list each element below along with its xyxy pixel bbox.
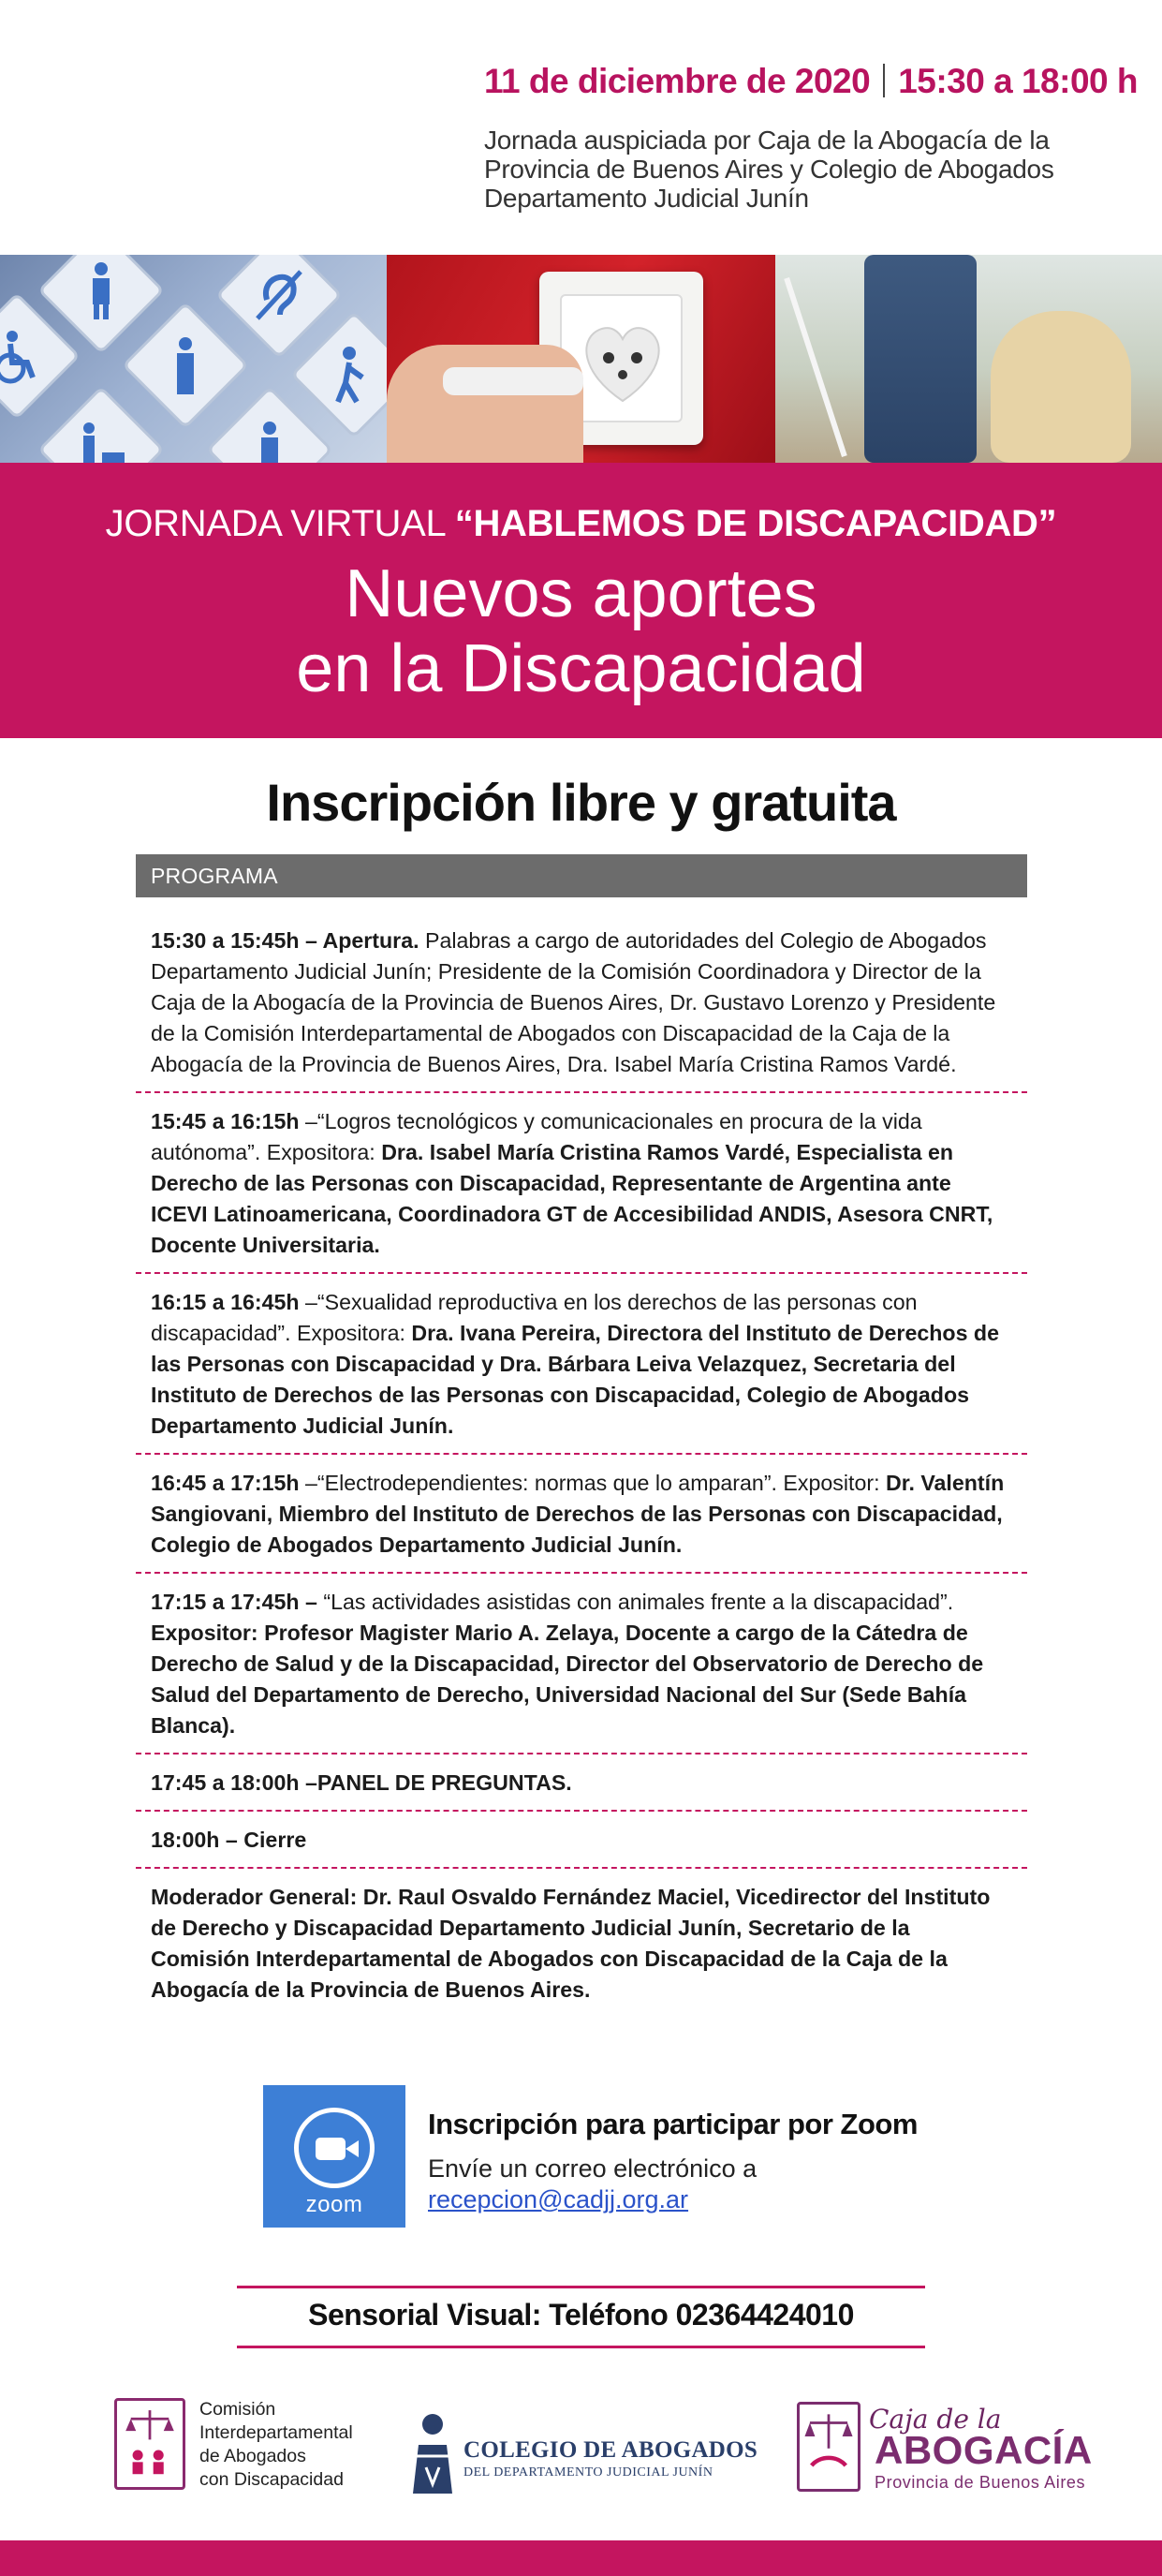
zoom-logo [263,2085,405,2228]
caja-logo-subtitle: Provincia de Buenos Aires [875,2473,1086,2492]
program-item [136,1754,1027,1812]
program-item [136,1093,1027,1274]
event-date: 11 de diciembre de 2020 [484,62,871,100]
standing-person-icon [122,302,249,429]
item-lead: 15:30 a 15:45h – Apertura. [151,928,419,953]
footer-bar [0,2540,1162,2576]
item-text: –“Electrodependientes: normas que lo amparan”. Expositor: [299,1471,886,1495]
plug-cable [443,367,583,395]
video-camera-icon [294,2108,375,2188]
item-text: “Las actividades asistidas con animales frente a la discapacidad”. [316,1590,954,1614]
program-item [136,1812,1027,1869]
item-lead: Moderador General: Dr. Raul Osvaldo Fernández Maciel, Vicedirector del Instituto de Derecho y Discapacidad Departamento Judicial Junín, Secretario de la Comisión Interdepartamental de Abogados con Discapacidad de la Caja de la Abogacía de la Provincia de Buenos Aires. [151,1885,991,2002]
camera-lens [346,2140,359,2157]
kicker-bold: “HABLEMOS DE DISCAPACIDAD” [454,503,1057,544]
colegio-logo-icon [407,2407,458,2501]
zoom-title: Inscripción para participar por Zoom [428,2108,918,2140]
white-cane [784,277,847,457]
zoom-wordmark: zoom [305,2192,363,2217]
item-lead: 16:15 a 16:45h [151,1290,300,1314]
divider-top [237,2286,925,2288]
guide-dog-icon [37,386,165,463]
title-banner [0,463,1162,738]
divider-bottom [237,2346,925,2348]
program-item [136,1455,1027,1574]
logo-line: Interdepartamental [199,2422,353,2443]
sensorial-phone: Sensorial Visual: Teléfono 02364424010 [308,2298,854,2332]
item-tail: Expositor: Profesor Magister Mario A. Zelaya, Docente a cargo de la Cátedra de Derecho de Salud y de la Discapacidad, Director del Observatorio de Derecho de Salud del Departamento de Derecho, Universidad Nacional del Sur (Sede Bahía Blanca). [151,1621,984,1738]
item-tail: Dr. Valentín Sangiovani, Miembro del Instituto de Derechos de las Personas con Discapacidad, Colegio de Abogados Departamento Judicial Junín. [151,1471,1005,1557]
camera-body [316,2138,346,2160]
item-lead: 17:15 a 17:45h – [151,1590,317,1614]
item-text: –“Logros tecnológicos y comunicacionales en procura de la vida autónoma”. Expositora: [151,1109,922,1164]
zoom-instructions: Envíe un correo electrónico a [428,2154,758,2183]
item-text: Palabras a cargo de autoridades del Colegio de Abogados Departamento Judicial Junín; Presidente de la Comisión Coordinadora y Director de la Caja de la Abogacía de la Provincia de Buenos Aires, Dr. Gustavo Lorenzo y Presidente de la Comisión Interdepartamental de Abogados con Discapacidad de la Caja de la Abogacía de la Provincia de Buenos Aires, Dra. Isabel María Cristina Ramos Vardé. [151,928,996,1076]
program-item [136,912,1027,1093]
logo-line: de Abogados [199,2446,306,2466]
item-tail: Dra. Ivana Pereira, Directora del Instituto de Derechos de las Personas con Discapacidad y Dra. Bárbara Leiva Velazquez, Secretaria del Instituto de Derechos de las Personas con Discapacidad, Colegio de Abogados Departamento Judicial Junín. [151,1321,999,1438]
electric-socket-photo [387,255,775,463]
date-separator [883,64,885,97]
person-legs [864,255,977,463]
caja-logo-name: ABOGACÍA [875,2428,1093,2472]
dog-image [991,311,1131,463]
item-text: –“Sexualidad reproductiva en los derechos de las personas con discapacidad”. Expositora: [151,1290,918,1345]
commission-logo-icon [114,2398,185,2490]
banner-title [0,556,1162,706]
registration-email-link[interactable]: recepcion@cadjj.org.ar [428,2185,689,2213]
caja-logo-script: Caja de la [869,2404,1002,2435]
program-item [136,1274,1027,1455]
program-item [136,1574,1027,1754]
item-lead: 18:00h – Cierre [151,1828,307,1852]
event-datetime [484,62,1138,101]
event-time: 15:30 a 18:00 h [898,62,1138,100]
item-lead: 17:45 a 18:00h –PANEL DE PREGUNTAS. [151,1770,572,1795]
program-header: PROGRAMA [136,854,1027,897]
sponsor-line: Provincia de Buenos Aires y Colegio de Abogados [484,155,1054,184]
photo-strip [0,255,1162,463]
item-lead: 15:45 a 16:15h [151,1109,300,1133]
sponsor-line: Jornada auspiciada por Caja de la Abogacía de la [484,126,1050,155]
colegio-logo-name: COLEGIO DE ABOGADOS [463,2437,758,2463]
hand-image [387,345,583,463]
kicker-light: JORNADA VIRTUAL [105,503,445,544]
banner-title-line: Nuevos aportes [345,556,817,631]
logo-line: con Discapacidad [199,2469,344,2490]
accessibility-icons-photo [0,255,387,463]
sponsor-text [484,126,1130,213]
logo-line: Comisión [199,2399,276,2420]
program-item [136,1869,1027,2017]
event-header [0,0,1162,255]
program-list [136,912,1027,2017]
banner-title-line: en la Discapacidad [296,631,866,706]
item-lead: 16:45 a 17:15h [151,1471,300,1495]
banner-kicker [0,503,1162,545]
item-tail: Dra. Isabel María Cristina Ramos Vardé, Especialista en Derecho de las Personas con Discapacidad, Representante de Argentina ante ICEVI Latinoamericana, Coordinadora GT de Accesibilidad ANDIS, Asesora CNRT, Docente Universitaria. [151,1140,993,1257]
sponsor-line: Departamento Judicial Junín [484,184,809,213]
colegio-logo-subtitle: DEL DEPARTAMENTO JUDICIAL JUNÍN [463,2465,713,2480]
commission-logo-text [199,2398,377,2492]
guide-dog-photo [775,255,1162,463]
registration-heading: Inscripción libre y gratuita [266,773,896,832]
caja-logo-icon [797,2402,860,2492]
